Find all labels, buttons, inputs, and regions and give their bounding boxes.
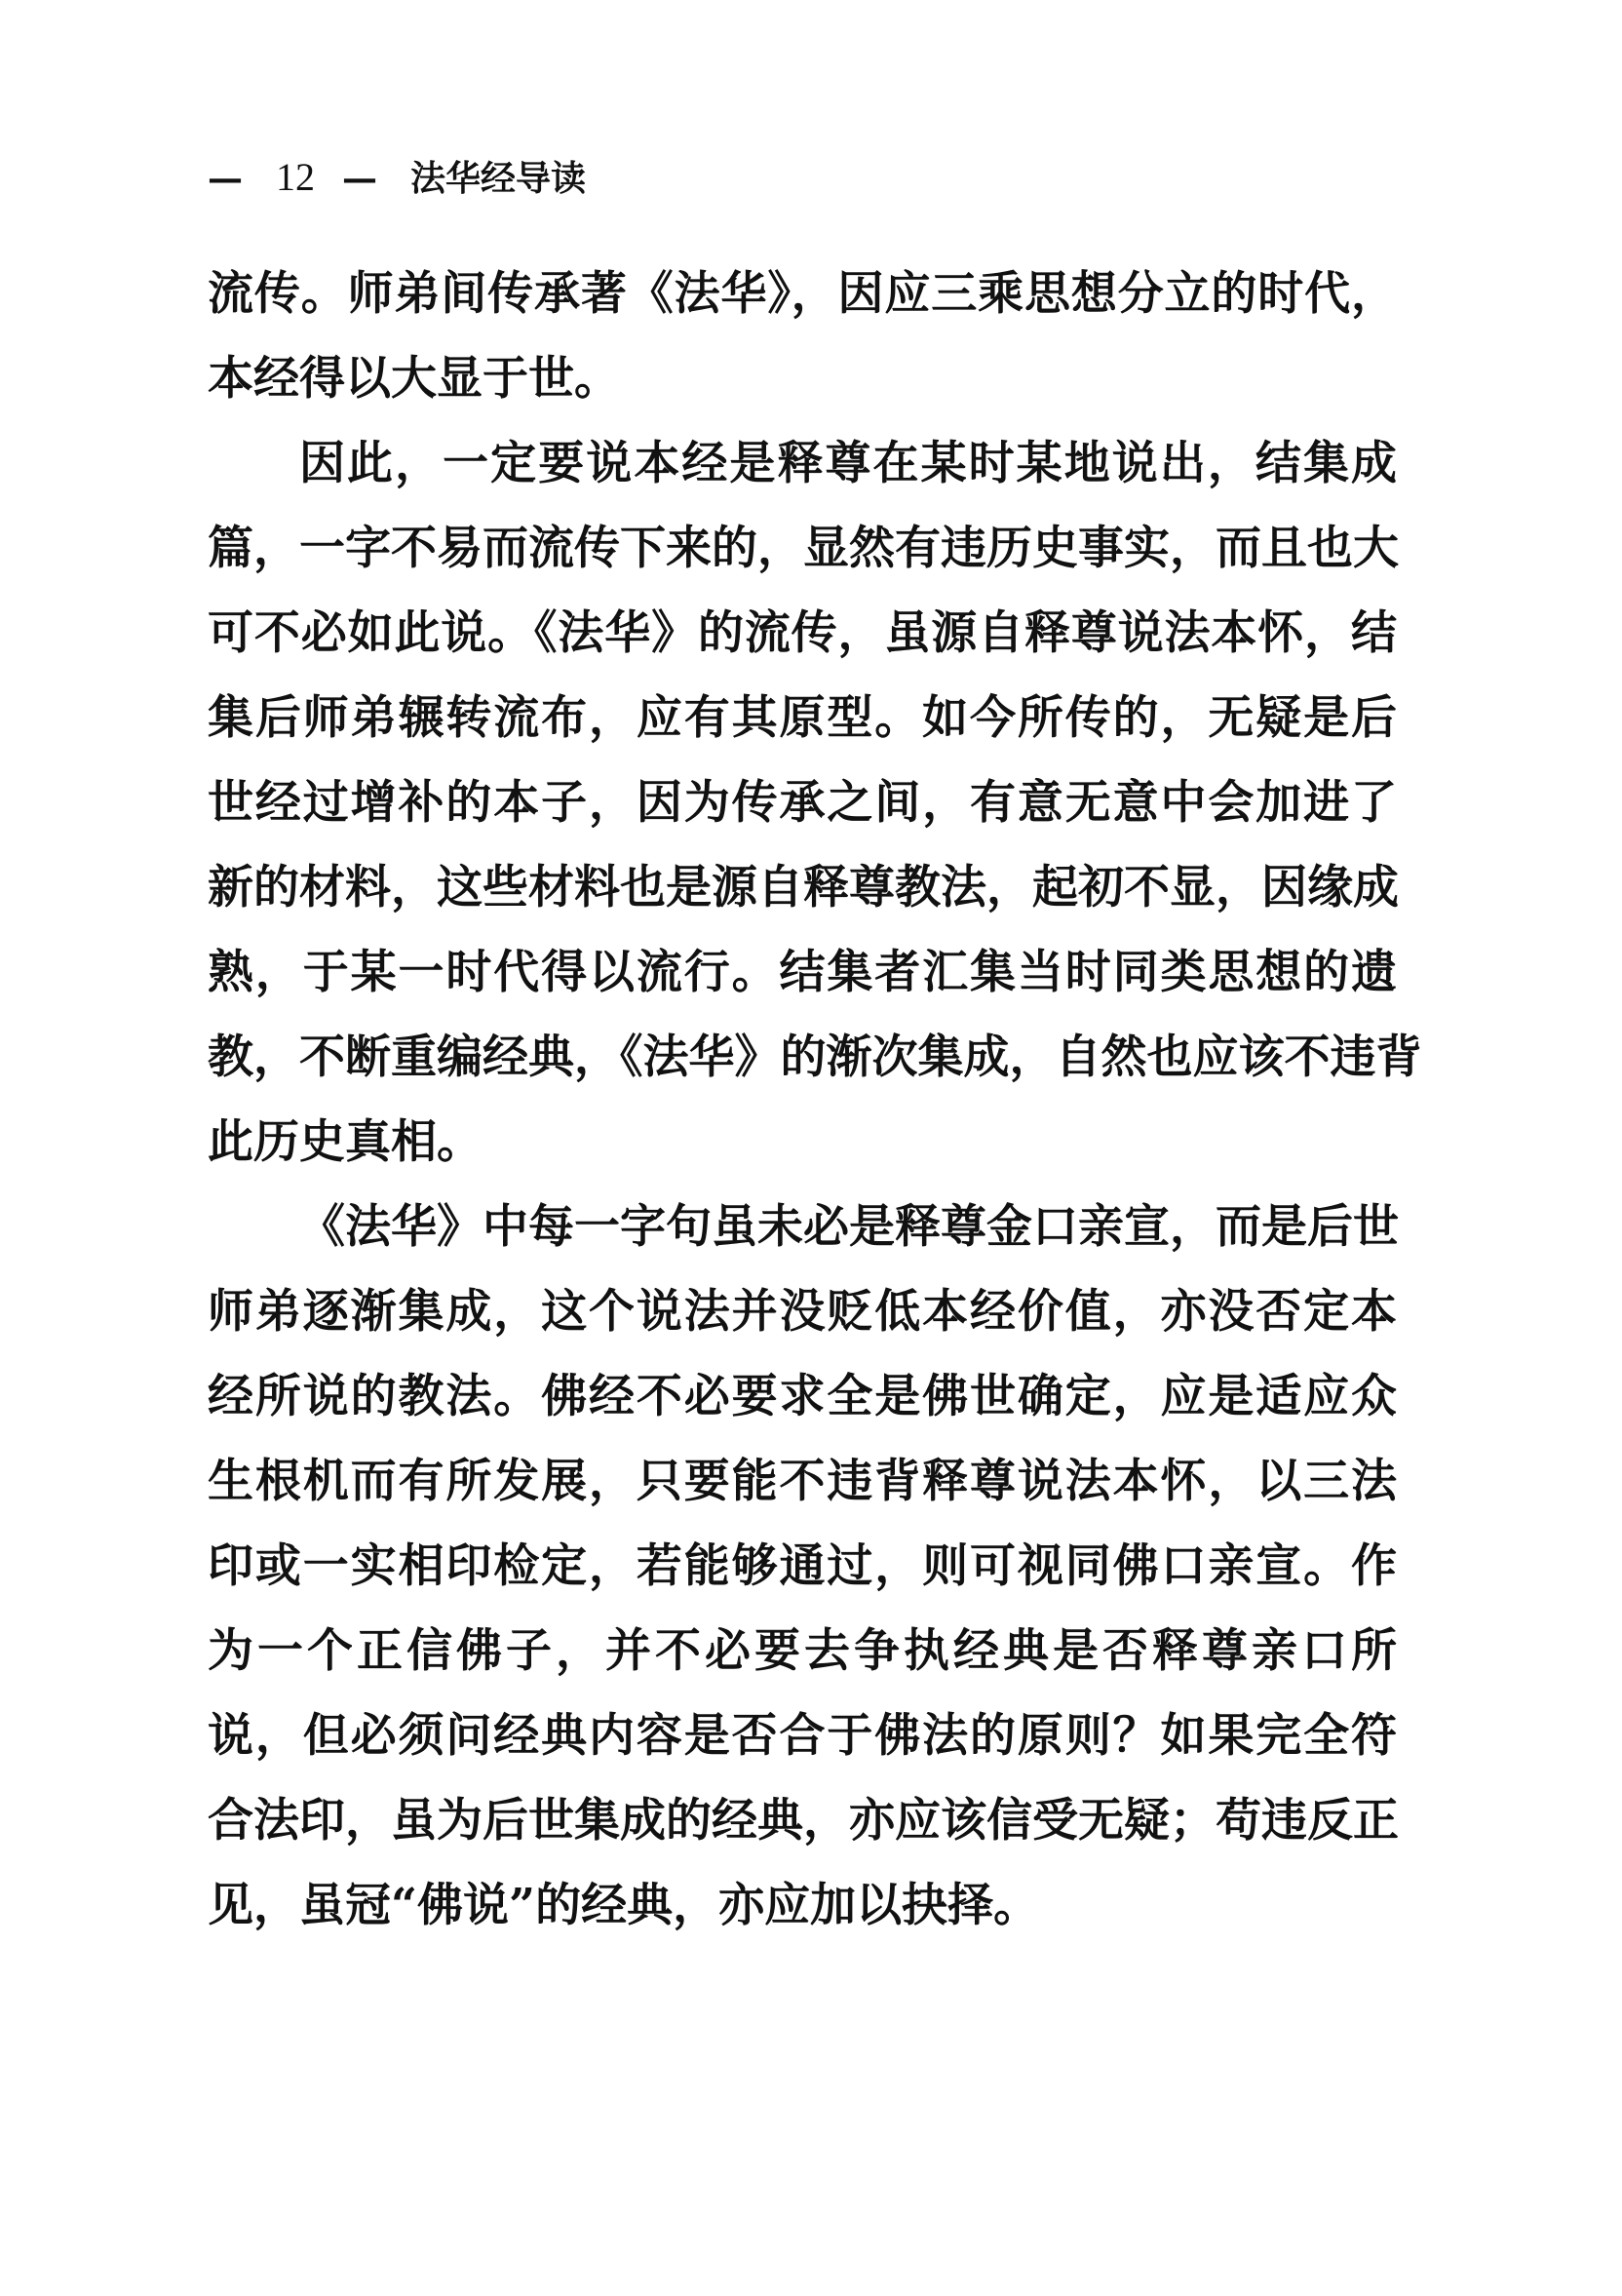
text-line: 篇，一字不易而流传下来的，显然有违历史事实，而且也大 xyxy=(208,522,1399,575)
running-header xyxy=(208,151,586,201)
text-line: 熟，于某一时代得以流行。结集者汇集当时同类思想的遗 xyxy=(208,946,1397,999)
text-line: 经所说的教法。佛经不必要求全是佛世确定，应是适应众 xyxy=(208,1370,1397,1423)
page-number: 12 xyxy=(276,155,315,199)
paragraph-first-line: 因此，一定要说本经是释尊在某时某地说出，结集成 xyxy=(299,437,1397,490)
header-dash-left: — xyxy=(208,158,243,199)
book-title: 法华经导读 xyxy=(410,158,587,199)
paragraph-first-line: 《法华》中每一字句虽未必是释尊金口亲宣，而是后世 xyxy=(299,1200,1399,1254)
text-line: 流传。师弟间传承著《法华》，因应三乘思想分立的时代， xyxy=(208,267,1397,321)
text-line: 集后师弟辗转流布，应有其原型。如今所传的，无疑是后 xyxy=(208,691,1397,745)
text-line: 印或一实相印检定，若能够通过，则可视同佛口亲宣。作 xyxy=(208,1539,1397,1593)
text-line: 可不必如此说。《法华》的流传，虽源自释尊说法本怀，结 xyxy=(208,606,1397,660)
text-line: 新的材料，这些材料也是源自释尊教法，起初不显，因缘成 xyxy=(208,861,1399,915)
text-line: 本经得以大显于世。 xyxy=(208,352,620,406)
header-dash-right: — xyxy=(342,158,377,199)
text-line: 教，不断重编经典，《法华》的渐次集成，自然也应该不违背 xyxy=(208,1031,1422,1084)
text-line: 师弟逐渐集成，这个说法并没贬低本经价值，亦没否定本 xyxy=(208,1285,1397,1339)
text-line: 说，但必须问经典内容是否合于佛法的原则？如果完全符 xyxy=(208,1709,1397,1763)
text-line: 此历史真相。 xyxy=(208,1115,483,1169)
body-text xyxy=(208,252,1422,1948)
text-line: 合法印，虽为后世集成的经典，亦应该信受无疑；苟违反正 xyxy=(208,1794,1399,1848)
text-line: 见，虽冠“佛说”的经典，亦应加以抉择。 xyxy=(208,1879,1040,1932)
text-line: 世经过增补的本子，因为传承之间，有意无意中会加进了 xyxy=(208,776,1397,830)
text-line: 生根机而有所发展，只要能不违背释尊说法本怀，以三法 xyxy=(208,1455,1397,1508)
text-line: 为一个正信佛子，并不必要去争执经典是否释尊亲口所 xyxy=(208,1624,1397,1678)
